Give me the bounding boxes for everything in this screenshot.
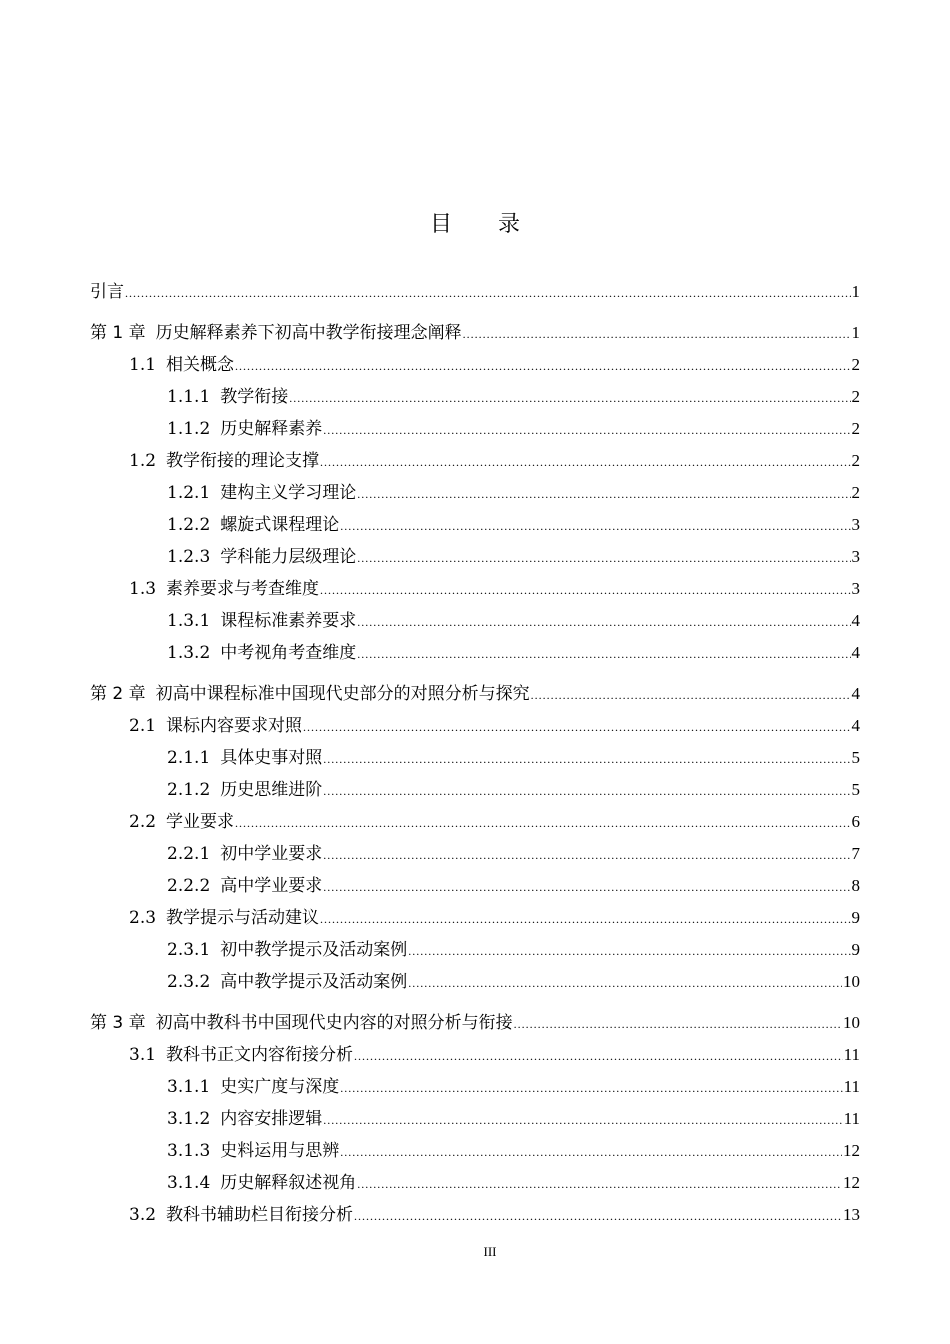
toc-entry-number: 1.1 <box>129 355 157 375</box>
toc-entry-page: 8 <box>851 876 860 895</box>
toc-entry-text: 历史思维进阶 <box>220 780 323 800</box>
toc-leader-dots <box>357 482 850 506</box>
toc-entry-text: 史实广度与深度 <box>220 1077 340 1097</box>
toc-entry-label <box>90 321 462 345</box>
toc-entry-text: 初中学业要求 <box>220 844 323 864</box>
toc-entry-number: 2.3.2 <box>167 972 211 992</box>
toc-subsection-entry[interactable] <box>167 1107 860 1131</box>
toc-entry-label <box>167 641 356 665</box>
toc-entry-text: 教科书正文内容衔接分析 <box>166 1045 354 1065</box>
toc-chapter-entry[interactable] <box>90 682 860 706</box>
toc-subsection-entry[interactable] <box>167 417 860 441</box>
toc-leader-dots <box>357 546 850 570</box>
toc-entry-label <box>167 1107 322 1131</box>
toc-entry-page: 10 <box>843 1013 860 1032</box>
toc-leader-dots <box>125 281 851 305</box>
toc-subsection-entry[interactable] <box>167 545 860 569</box>
toc-entry-page: 3 <box>851 515 860 534</box>
toc-entry-label <box>167 545 356 569</box>
toc-leader-dots <box>340 514 850 538</box>
toc-entry-page: 11 <box>843 1109 860 1128</box>
toc-entry-text: 中考视角考查维度 <box>220 643 357 663</box>
toc-entry-label <box>167 874 322 898</box>
toc-entry-page: 10 <box>843 972 860 991</box>
toc-section-entry[interactable] <box>129 577 860 601</box>
toc-leader-dots <box>323 747 850 771</box>
toc-entry-page: 9 <box>851 908 860 927</box>
toc-entry-number: 3.1.3 <box>167 1141 211 1161</box>
toc-subsection-entry[interactable] <box>167 874 860 898</box>
toc-entry-page: 11 <box>843 1045 860 1064</box>
toc-entry-label <box>167 1171 356 1195</box>
toc-entry-page: 12 <box>843 1173 860 1192</box>
toc-entry-number: 2.1 <box>129 716 157 736</box>
toc-entry-page: 13 <box>843 1205 860 1224</box>
toc-subsection-entry[interactable] <box>167 1075 860 1099</box>
toc-section-entry[interactable] <box>129 353 860 377</box>
toc-leader-dots <box>514 1012 842 1036</box>
toc-subsection-entry[interactable] <box>167 385 860 409</box>
toc-entry-text: 教学提示与活动建议 <box>166 908 320 928</box>
toc-title-part-2: 录 <box>498 212 521 237</box>
toc-entry-number: 1.2.3 <box>167 547 211 567</box>
toc-entry-label <box>167 970 407 994</box>
toc-entry-text: 初中教学提示及活动案例 <box>220 940 408 960</box>
toc-entry-page: 5 <box>851 780 860 799</box>
toc-leader-dots <box>357 610 850 634</box>
toc-entry-label <box>129 1043 353 1067</box>
toc-entry-label <box>129 906 319 930</box>
toc-entry-label <box>167 609 356 633</box>
toc-leader-dots <box>357 642 850 666</box>
toc-entry-number: 2.1.1 <box>167 748 211 768</box>
toc-entry-text: 内容安排逻辑 <box>220 1109 323 1129</box>
toc-entry-number: 第 1 章 <box>90 323 146 343</box>
toc-chapter-entry[interactable] <box>90 321 860 345</box>
toc-leader-dots <box>323 843 850 867</box>
toc-leader-dots <box>289 386 850 410</box>
toc-entry-number: 1.1.2 <box>167 419 211 439</box>
toc-entry-page: 3 <box>851 547 860 566</box>
toc-subsection-entry[interactable] <box>167 609 860 633</box>
toc-section-entry[interactable] <box>129 1203 860 1227</box>
toc-section-entry[interactable] <box>129 906 860 930</box>
toc-leader-dots <box>340 1076 842 1100</box>
toc-entry-page: 2 <box>851 355 860 374</box>
toc-leader-dots <box>340 1140 842 1164</box>
toc-entry-label <box>129 714 302 738</box>
toc-entry-page: 2 <box>851 451 860 470</box>
toc-entry-number: 1.3 <box>129 579 157 599</box>
toc-entry-label <box>167 1075 339 1099</box>
toc-entry-page: 3 <box>851 579 860 598</box>
toc-entry-number: 1.2.1 <box>167 483 211 503</box>
toc-entry-text: 历史解释素养 <box>220 419 323 439</box>
toc-entry-page: 1 <box>851 323 860 342</box>
toc-entry-number: 1.3.1 <box>167 611 211 631</box>
toc-entry-number: 1.1.1 <box>167 387 211 407</box>
toc-leader-dots <box>235 811 850 835</box>
toc-entry-text: 高中学业要求 <box>220 876 323 896</box>
toc-leader-dots <box>408 939 850 963</box>
toc-entry-page: 12 <box>843 1141 860 1160</box>
toc-leader-dots <box>323 875 850 899</box>
toc-entry-text: 教学衔接的理论支撑 <box>166 451 320 471</box>
toc-title-part-1: 目 <box>429 212 452 237</box>
toc-entry-number: 1.3.2 <box>167 643 211 663</box>
toc-entry-text: 初高中课程标准中国现代史部分的对照分析与探究 <box>155 684 530 704</box>
toc-subsection-entry[interactable] <box>167 938 860 962</box>
toc-entry-number: 2.3 <box>129 908 157 928</box>
toc-entry-label <box>129 449 319 473</box>
toc-leader-dots <box>320 578 850 602</box>
toc-subsection-entry[interactable] <box>167 641 860 665</box>
toc-entry-page: 4 <box>851 611 860 630</box>
toc-entry-number: 2.1.2 <box>167 780 211 800</box>
toc-section-entry[interactable] <box>129 714 860 738</box>
toc-subsection-entry[interactable] <box>167 842 860 866</box>
page-number-footer: III <box>483 1244 497 1259</box>
toc-entry-label <box>167 746 322 770</box>
toc-entry-page: 5 <box>851 748 860 767</box>
toc-entry-text: 引言 <box>90 282 124 302</box>
toc-leader-dots <box>531 683 851 707</box>
toc-subsection-entry[interactable] <box>167 513 860 537</box>
toc-entry-label <box>90 1011 513 1035</box>
toc-leader-dots <box>323 1108 842 1132</box>
toc-entry-number: 3.1.4 <box>167 1173 211 1193</box>
toc-entry-text: 学业要求 <box>166 812 235 832</box>
toc-entry-page: 4 <box>851 684 860 703</box>
toc-entry-page: 6 <box>851 812 860 831</box>
toc-entry-number: 1.2 <box>129 451 157 471</box>
toc-entry-text: 史料运用与思辨 <box>220 1141 340 1161</box>
toc-entry-label <box>129 1203 353 1227</box>
toc-entry-number: 3.1 <box>129 1045 157 1065</box>
toc-entry-text: 建构主义学习理论 <box>220 483 357 503</box>
toc-entry-text: 素养要求与考查维度 <box>166 579 320 599</box>
toc-entry-text: 初高中教科书中国现代史内容的对照分析与衔接 <box>155 1013 513 1033</box>
toc-entry-text: 历史解释叙述视角 <box>220 1173 357 1193</box>
toc-entry-text: 教科书辅助栏目衔接分析 <box>166 1205 354 1225</box>
toc-entry-text: 课标内容要求对照 <box>166 716 303 736</box>
toc-entry-number: 2.3.1 <box>167 940 211 960</box>
toc-leader-dots <box>303 715 850 739</box>
toc-leader-dots <box>354 1204 842 1228</box>
toc-entry-page: 4 <box>851 643 860 662</box>
toc-entry-page: 2 <box>851 483 860 502</box>
toc-entry-number: 第 3 章 <box>90 1013 146 1033</box>
toc-entry-label <box>129 810 234 834</box>
toc-entry-page: 2 <box>851 419 860 438</box>
toc-entry-number: 1.2.2 <box>167 515 211 535</box>
toc-leader-dots <box>354 1044 843 1068</box>
toc-leader-dots <box>323 418 850 442</box>
toc-subsection-entry[interactable] <box>167 1139 860 1163</box>
toc-subsection-entry[interactable] <box>167 1171 860 1195</box>
toc-entry-text: 学科能力层级理论 <box>220 547 357 567</box>
toc-entry-label <box>167 385 288 409</box>
toc-entry-number: 3.1.2 <box>167 1109 211 1129</box>
toc-entry-label <box>167 938 407 962</box>
toc-chapter-entry[interactable] <box>90 280 860 304</box>
toc-entry-number: 3.2 <box>129 1205 157 1225</box>
toc-entry-number: 2.2 <box>129 812 157 832</box>
toc-entry-page: 7 <box>851 844 860 863</box>
toc-entry-text: 历史解释素养下初高中教学衔接理念阐释 <box>155 323 462 343</box>
toc-entry-text: 具体史事对照 <box>220 748 323 768</box>
toc-entry-text: 相关概念 <box>166 355 235 375</box>
toc-entry-label <box>167 778 322 802</box>
toc-entry-page: 9 <box>851 940 860 959</box>
toc-entry-label <box>167 513 339 537</box>
toc-entry-text: 课程标准素养要求 <box>220 611 357 631</box>
toc-entry-label <box>167 1139 339 1163</box>
toc-entry-label <box>167 481 356 505</box>
toc-section-entry[interactable] <box>129 1043 860 1067</box>
toc-entry-number: 3.1.1 <box>167 1077 211 1097</box>
toc-entry-text: 螺旋式课程理论 <box>220 515 340 535</box>
toc-entry-label <box>129 353 234 377</box>
toc-entry-number: 第 2 章 <box>90 684 146 704</box>
toc-leader-dots <box>463 322 851 346</box>
toc-entry-label <box>129 577 319 601</box>
toc-entry-page: 2 <box>851 387 860 406</box>
toc-entry-page: 1 <box>851 282 860 301</box>
toc-section-entry[interactable] <box>129 449 860 473</box>
toc-entry-page: 4 <box>851 716 860 735</box>
toc-leader-dots <box>235 354 850 378</box>
toc-subsection-entry[interactable] <box>167 481 860 505</box>
toc-entry-page: 11 <box>843 1077 860 1096</box>
toc-entry-number: 2.2.2 <box>167 876 211 896</box>
toc-chapter-entry[interactable] <box>90 1011 860 1035</box>
toc-entry-label <box>167 842 322 866</box>
toc-entry-text: 教学衔接 <box>220 387 289 407</box>
toc-entry-label <box>90 682 530 706</box>
toc-subsection-entry[interactable] <box>167 746 860 770</box>
toc-subsection-entry[interactable] <box>167 778 860 802</box>
toc-subsection-entry[interactable] <box>167 970 860 994</box>
toc-leader-dots <box>320 907 850 931</box>
toc-entry-label <box>90 280 124 304</box>
toc-leader-dots <box>357 1172 842 1196</box>
toc-leader-dots <box>408 971 842 995</box>
toc-leader-dots <box>320 450 850 474</box>
toc-section-entry[interactable] <box>129 810 860 834</box>
toc-entry-number: 2.2.1 <box>167 844 211 864</box>
toc-leader-dots <box>323 779 850 803</box>
toc-entry-label <box>167 417 322 441</box>
toc-entry-text: 高中教学提示及活动案例 <box>220 972 408 992</box>
